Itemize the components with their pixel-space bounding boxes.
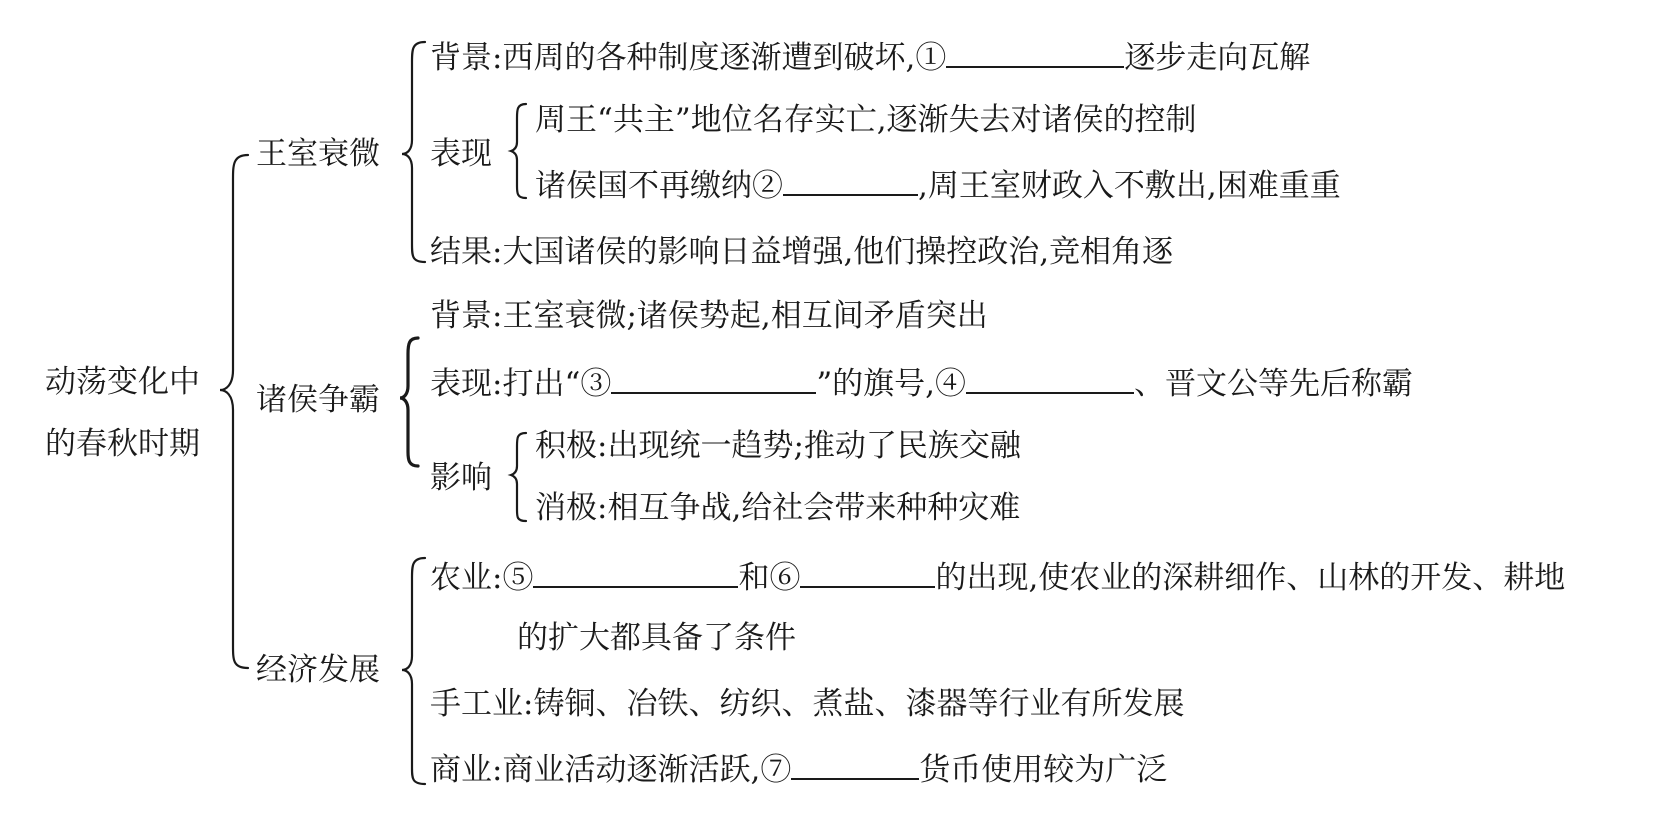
blank-2-line[interactable] (783, 164, 918, 196)
branch3-label: 经济发展 (256, 652, 380, 688)
branch2-background-label: 背景: (430, 298, 503, 334)
blank-5-line[interactable] (533, 556, 738, 588)
branch2-performance-text: 打出“ (502, 366, 581, 402)
branch3-agriculture-row (430, 556, 1565, 598)
branch1-label: 王室衰微 (256, 136, 380, 172)
branch1-brace (402, 42, 425, 262)
branch2-background-text: 王室衰微;诸侯势起,相互间矛盾突出 (502, 298, 988, 334)
branch1-result-label: 结果: (430, 234, 503, 270)
root-brace (220, 155, 248, 668)
blank-number-5: ⑤ (502, 560, 534, 596)
branch3-brace (402, 558, 425, 784)
branch1-performance-item2-text-end: ,周王室财政入不敷出,困难重重 (918, 168, 1341, 204)
branch3-commerce-label: 商业: (430, 752, 503, 788)
branch2-sub-brace (511, 433, 526, 521)
branch2-label: 诸侯争霸 (256, 382, 380, 418)
branch3-agriculture-and: 和 (738, 560, 770, 596)
branch2-brace (400, 338, 418, 466)
branch2-impact-positive: 积极:出现统一趋势;推动了民族交融 (535, 428, 1021, 464)
blank-number-6: ⑥ (769, 560, 801, 596)
branch3-commerce-text-end: 货币使用较为广泛 (919, 752, 1168, 788)
root-title-line2: 的春秋时期 (45, 426, 200, 462)
blank-6-line[interactable] (800, 556, 935, 588)
branch1-performance-item1: 周王“共主”地位名存实亡,逐渐失去对诸侯的控制 (535, 102, 1197, 138)
branch1-result-text: 大国诸侯的影响日益增强,他们操控政治,竞相角逐 (502, 234, 1174, 270)
blank-4-line[interactable] (966, 362, 1134, 394)
branch3-agriculture-label: 农业: (430, 560, 503, 596)
branch2-impact-label: 影响 (430, 460, 492, 496)
blank-1-line[interactable] (946, 36, 1124, 68)
branch1-performance-item2 (535, 164, 1341, 206)
branch3-handicraft-text: 铸铜、冶铁、纺织、煮盐、漆器等行业有所发展 (533, 686, 1185, 722)
branch1-result-row (430, 232, 1173, 272)
blank-number-3: ③ (580, 366, 612, 402)
blank-number-7: ⑦ (760, 752, 792, 788)
branch1-background-text: 西周的各种制度逐渐遭到破坏, (502, 40, 916, 76)
blank-number-4: ④ (935, 366, 967, 402)
branch1-sub-brace (511, 104, 526, 198)
branch1-performance-label: 表现 (430, 136, 492, 172)
branch3-handicraft-label: 手工业: (430, 686, 534, 722)
branch1-background-row (430, 36, 1310, 78)
branch3-commerce-text: 商业活动逐渐活跃, (502, 752, 761, 788)
root-title-line1: 动荡变化中 (45, 364, 200, 400)
blank-number-2: ② (752, 168, 783, 204)
branch1-background-text-end: 逐步走向瓦解 (1124, 40, 1311, 76)
branch3-agriculture-text: 的出现,使农业的深耕细作、山林的开发、耕地 (935, 560, 1566, 596)
blank-7-line[interactable] (791, 748, 919, 780)
branch3-agriculture-row2: 的扩大都具备了条件 (517, 620, 796, 656)
blank-3-line[interactable] (611, 362, 816, 394)
branch1-performance-item2-text: 诸侯国不再缴纳 (535, 168, 752, 204)
branch2-performance-text-end: 、晋文公等先后称霸 (1134, 366, 1414, 402)
branch2-impact-negative: 消极:相互争战,给社会带来种种灾难 (535, 490, 1021, 526)
branch2-performance-text-mid: ”的旗号, (816, 366, 936, 402)
branch1-background-label: 背景: (430, 40, 503, 76)
branch3-handicraft-row (430, 684, 1184, 724)
branch2-performance-row (430, 362, 1413, 404)
branch2-performance-label: 表现: (430, 366, 503, 402)
branch3-commerce-row (430, 748, 1167, 790)
branch2-background-row (430, 296, 988, 336)
blank-number-1: ① (915, 40, 947, 76)
